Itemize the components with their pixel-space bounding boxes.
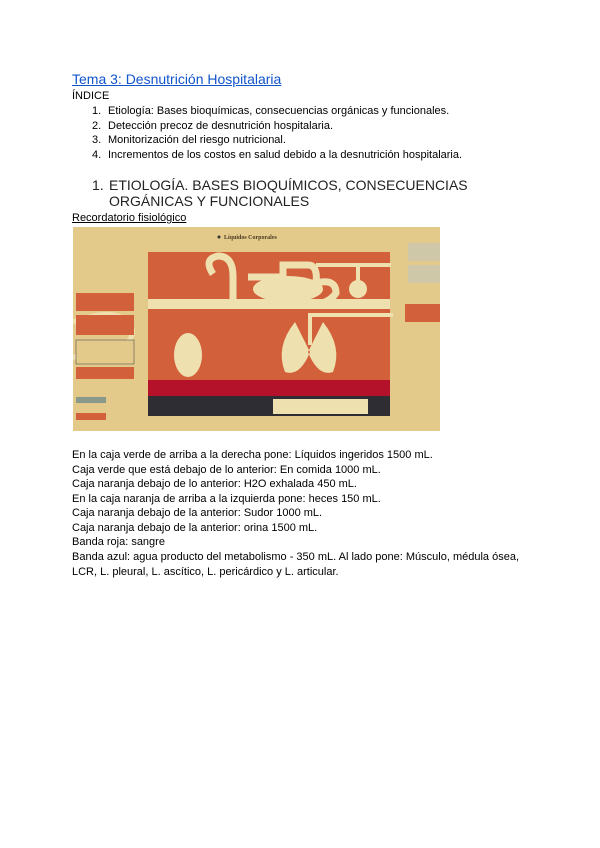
index-item	[92, 105, 449, 117]
index-item	[92, 134, 286, 146]
subheading: Recordatorio fisiológico	[72, 212, 187, 224]
section-title: ETIOLOGÍA. BASES BIOQUÍMICOS, CONSECUENCIAS ORGÁNICAS Y FUNCIONALES	[109, 177, 468, 209]
section-number: 1.	[92, 177, 104, 193]
index-heading: ÍNDICE	[72, 90, 110, 102]
item-text: Monitorización del riesgo nutricional.	[108, 134, 286, 146]
item-text: Etiología: Bases bioquímicas, consecuencias orgánicas y funcionales.	[108, 105, 450, 117]
feces-box	[76, 293, 134, 311]
body-fluids-diagram-photo	[73, 227, 440, 431]
legend-swatch	[76, 413, 106, 420]
paragraph-line: Caja naranja debajo de la anterior: Sudor 1000 mL.	[72, 507, 323, 519]
note-box	[76, 340, 134, 364]
kidney	[174, 333, 202, 377]
paragraph-line: LCR, L. pleural, L. ascítico, L. pericárdico y L. articular.	[72, 566, 339, 578]
item-number: 4.	[92, 149, 102, 161]
legend-swatch	[76, 397, 106, 403]
paragraph-line: Caja naranja debajo de la anterior: orina 1500 mL.	[72, 522, 318, 534]
ingested-liquids-box	[408, 243, 440, 261]
liver	[349, 280, 367, 298]
paragraph-line: Caja verde que está debajo de lo anterior: En comida 1000 mL.	[72, 464, 381, 476]
metabolic-water-label-box	[273, 399, 368, 414]
index-item	[92, 120, 333, 132]
bullet	[218, 236, 221, 239]
sweat-box	[76, 315, 134, 335]
item-number: 2.	[92, 120, 102, 132]
item-number: 1.	[92, 105, 102, 117]
item-number: 3.	[92, 134, 102, 146]
paragraph-line: Banda azul: agua producto del metabolismo - 350 mL. Al lado pone: Músculo, médula ósea,	[72, 551, 519, 563]
stomach	[253, 276, 323, 302]
paragraph-line: En la caja verde de arriba a la derecha pone: Líquidos ingeridos 1500 mL.	[72, 449, 433, 461]
urine-box	[76, 367, 134, 379]
item-text: Incrementos de los costos en salud debido a la desnutrición hospitalaria.	[108, 149, 463, 161]
figure-caption: Líquidos Corporales	[224, 235, 277, 241]
exhaled-water-box	[405, 304, 440, 322]
paragraph-line: En la caja naranja de arriba a la izquierda pone: heces 150 mL.	[72, 493, 381, 505]
food-box	[408, 265, 440, 283]
document-title[interactable]: Tema 3: Desnutrición Hospitalaria	[72, 71, 282, 87]
paragraph-line: Banda roja: sangre	[72, 536, 165, 548]
paragraph-line: Caja naranja debajo de lo anterior: H2O exhalada 450 mL.	[72, 478, 357, 490]
section-heading	[92, 177, 549, 209]
index-item	[92, 149, 462, 161]
item-text: Detección precoz de desnutrición hospitalaria.	[108, 120, 334, 132]
blood-band	[148, 380, 390, 396]
